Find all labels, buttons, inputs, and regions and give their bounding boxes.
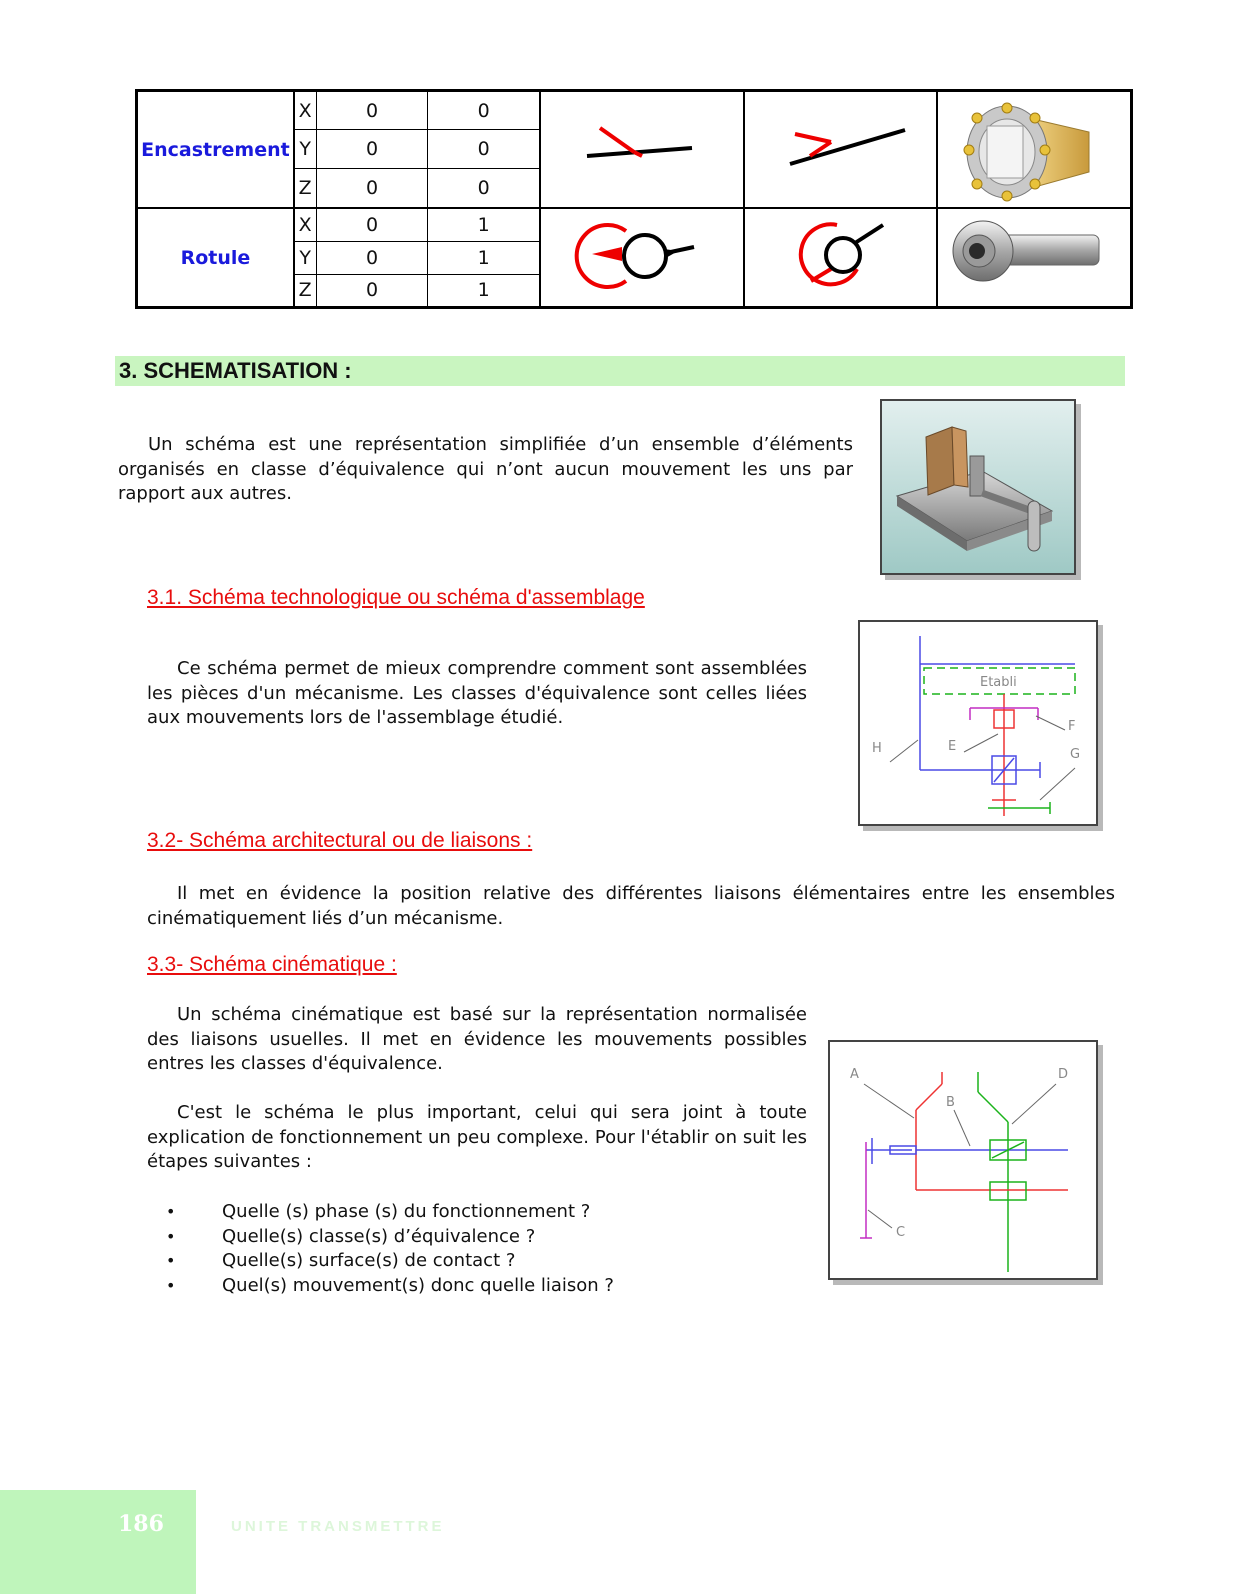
page-number: 186 [118, 1511, 164, 1537]
rotule-symbol-perspective-icon [745, 209, 935, 301]
assembly-diagram-figure [858, 620, 1098, 826]
list-item: • Quelle (s) phase (s) du fonctionnement ? [160, 1200, 614, 1225]
axis-cell: Y [294, 130, 316, 169]
axis-cell: X [294, 91, 316, 130]
intro-paragraph [118, 433, 853, 507]
encastrement-symbol-perspective-icon [745, 92, 935, 202]
steps-list [160, 1200, 614, 1298]
subsection-3-3-text-1: Un schéma cinématique est basé sur la représentation normalisée des liaisons usuelles. Il met en évidence les mouvements possibles entres les classes d'équivalence. [147, 1004, 807, 1074]
label-b: B [946, 1095, 955, 1110]
footer-box [0, 1490, 196, 1594]
vise-figure [880, 399, 1076, 575]
axis-cell: Z [294, 169, 316, 208]
subsection-3-1-text: Ce schéma permet de mieux comprendre comment sont assemblées les pièces d'un mécanisme. Les classes d'équivalence sont celles liées aux mouvements lors de l'assemblage étudié. [147, 658, 807, 728]
encastrement-symbol-3d [744, 91, 938, 209]
translation-cell: 0 [316, 91, 428, 130]
rotation-cell: 1 [428, 208, 540, 241]
subsection-3-1-paragraph [147, 657, 807, 731]
subsection-3-2-title: 3.2- Schéma architectural ou de liaisons : [147, 829, 533, 852]
translation-cell: 0 [316, 169, 428, 208]
section-heading: 3. SCHEMATISATION : [115, 356, 1125, 386]
subsection-3-3-paragraph-2 [147, 1101, 807, 1175]
translation-cell: 0 [316, 208, 428, 241]
rotation-cell: 0 [428, 169, 540, 208]
flange-coupling-icon [939, 92, 1129, 202]
rotation-cell: 1 [428, 241, 540, 274]
liaison-name-encastrement: Encastrement [137, 91, 294, 209]
translation-cell: 0 [316, 274, 428, 307]
axis-cell: Z [294, 274, 316, 307]
label-g: G [1070, 747, 1081, 762]
subsection-3-2-text: Il met en évidence la position relative des différentes liaisons élémentaires entre les ensembles cinématiquement liés d’un mécanisme. [147, 883, 1115, 929]
subsection-3-1-title: 3.1. Schéma technologique ou schéma d'assemblage [147, 586, 645, 609]
rotule-symbol-3d [744, 208, 938, 308]
label-etabli: Etabli [980, 675, 1017, 690]
kinematic-diagram-icon [830, 1042, 1096, 1278]
translation-cell: 0 [316, 241, 428, 274]
liaisons-table [135, 89, 1133, 309]
intro-text: Un schéma est une représentation simplifiée d’un ensemble d’éléments organisés en classe d’équivalence qui n’ont aucun mouvement les uns par rapport aux autres. [118, 434, 853, 504]
rotule-symbol-2d [540, 208, 744, 308]
label-e: E [948, 739, 957, 754]
rotation-cell: 0 [428, 130, 540, 169]
rod-end-icon [939, 209, 1129, 301]
translation-cell: 0 [316, 130, 428, 169]
label-c: C [896, 1225, 906, 1240]
list-item: • Quel(s) mouvement(s) donc quelle liaison ? [160, 1274, 614, 1299]
subsection-3-2-paragraph [147, 882, 1115, 931]
encastrement-symbol-flat-icon [542, 92, 742, 202]
label-h: H [872, 741, 882, 756]
list-item: • Quelle(s) surface(s) de contact ? [160, 1249, 614, 1274]
subsection-3-3-title: 3.3- Schéma cinématique : [147, 953, 397, 976]
list-item: • Quelle(s) classe(s) d’équivalence ? [160, 1225, 614, 1250]
rotule-symbol-flat-icon [542, 209, 742, 301]
encastrement-photo [937, 91, 1131, 209]
assembly-diagram-icon [860, 622, 1096, 824]
rotation-cell: 1 [428, 274, 540, 307]
liaison-name-rotule: Rotule [137, 208, 294, 308]
subsection-3-3-paragraph-1 [147, 1003, 807, 1077]
subsection-3-3-text-2: C'est le schéma le plus important, celui qui sera joint à toute explication de fonctionnement un peu complexe. Pour l'établir on suit les étapes suivantes : [147, 1102, 807, 1172]
encastrement-symbol-2d [540, 91, 744, 209]
rotation-cell: 0 [428, 91, 540, 130]
label-f: F [1068, 719, 1076, 734]
label-d: D [1058, 1067, 1069, 1082]
axis-cell: Y [294, 241, 316, 274]
unit-title: UNITE TRANSMETTRE [231, 1518, 445, 1535]
kinematic-diagram-figure [828, 1040, 1098, 1280]
axis-cell: X [294, 208, 316, 241]
rotule-photo [937, 208, 1131, 308]
label-a: A [850, 1067, 859, 1082]
drill-vise-icon [882, 401, 1074, 573]
